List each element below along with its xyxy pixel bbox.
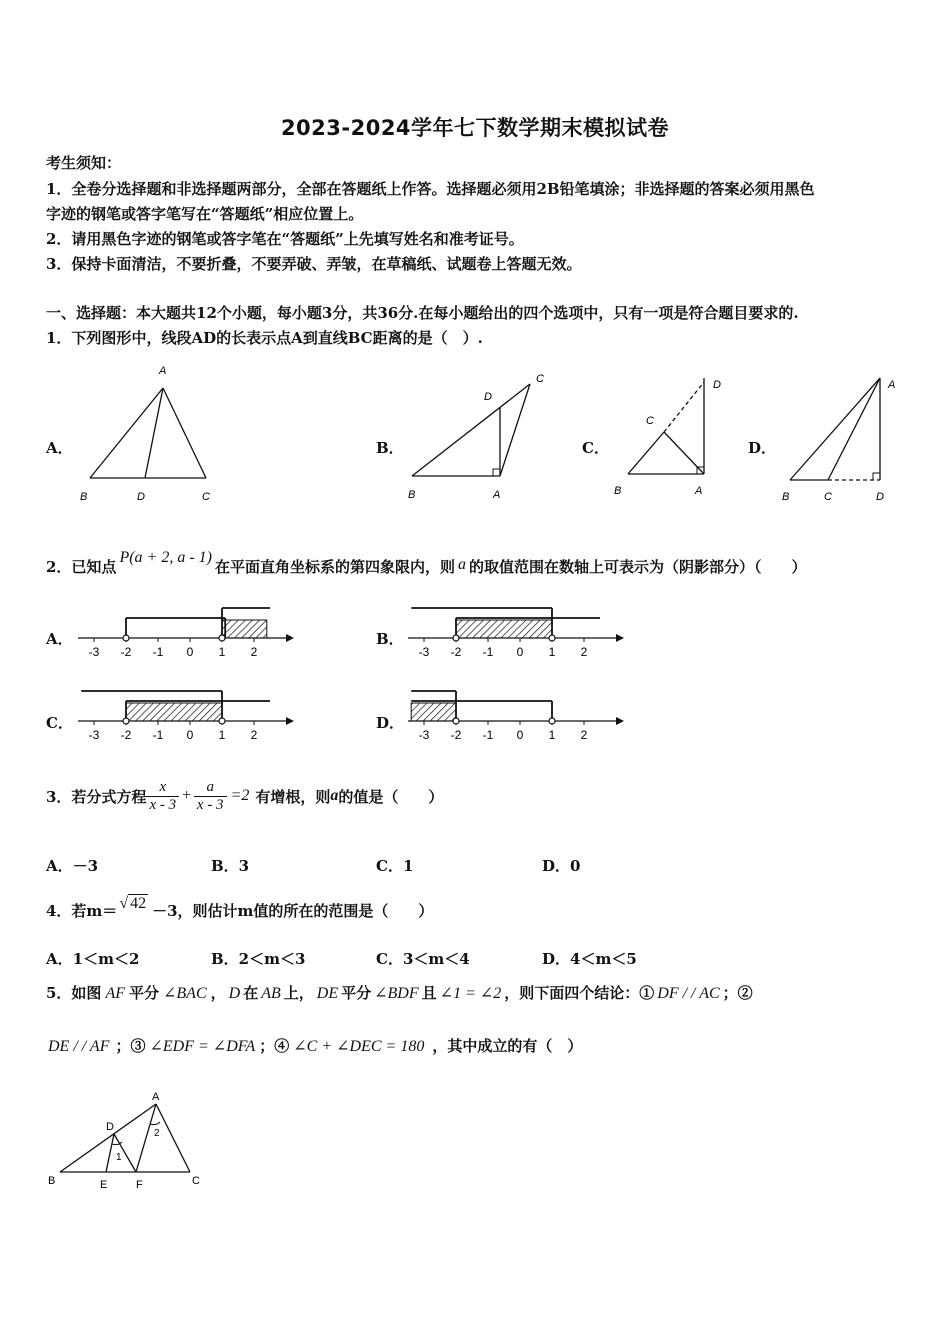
q5-label-1: 1: [116, 1152, 122, 1163]
q3-option-a[interactable]: A．－3: [46, 857, 99, 875]
q2-numberline-b: [404, 600, 624, 662]
q2-option-a[interactable]: A．: [46, 630, 73, 648]
q5-p3: ，: [210, 984, 226, 1002]
page-title: 2023-2024学年七下数学期末模拟试卷: [280, 116, 670, 140]
q2-point: P(a + 2, a - 1): [119, 549, 212, 566]
q4-sqrt: √ 42: [119, 895, 147, 912]
q1a-label-a: A: [159, 365, 167, 377]
q3-fraction-2: [194, 779, 227, 814]
q5-m4: AB: [261, 985, 281, 1002]
q3-var: a: [330, 787, 339, 804]
q2-numberline-a: [74, 600, 294, 662]
q1-option-d[interactable]: D．: [748, 439, 777, 457]
q1-option-b[interactable]: B．: [376, 439, 404, 457]
q5-m8: DF / / AC: [657, 985, 720, 1002]
q5-p12: ，其中成立的有（ ）: [432, 1037, 583, 1055]
numberline-tick-label: 0: [516, 728, 524, 742]
q5-label-f: F: [136, 1179, 143, 1191]
q5-m5: DE: [316, 985, 339, 1002]
q1d-label-c: C: [824, 491, 832, 503]
q2-numberline-c: [74, 683, 294, 745]
numberline-tick-label: -3: [418, 728, 430, 742]
q1-stem: 1．下列图形中，线段AD的长表示点A到直线BC距离的是（ ）.: [46, 329, 483, 347]
q3-stem-b: 有增根，则: [255, 787, 331, 806]
q4-option-d[interactable]: D．4＜m＜5: [542, 950, 637, 968]
notice-item-2: 2．请用黑色字迹的钢笔或答字笔在“答题纸”上先填写姓名和准考证号。: [46, 230, 524, 248]
q2-numberline-d: [404, 683, 624, 745]
q2-stem-c: 的取值范围在数轴上可表示为（阴影部分）（ ）: [469, 558, 807, 576]
q1-option-c[interactable]: C．: [582, 439, 609, 457]
numberline-tick-label: 1: [548, 728, 556, 742]
q2-option-b[interactable]: B．: [376, 630, 404, 648]
q1-option-a[interactable]: A．: [46, 439, 73, 457]
numberline-tick-label: -2: [450, 645, 462, 659]
q4-stem-b: －3，则估计m值的所在的范围是（ ）: [152, 902, 434, 920]
q4-option-b[interactable]: B．2＜m＜3: [211, 950, 306, 968]
numberline-tick-label: 2: [580, 645, 588, 659]
q1d-label-b: B: [782, 491, 790, 503]
q4-stem-a: 4．若m＝: [46, 902, 118, 920]
numberline-arrow: [616, 717, 624, 725]
q1d-label-a: A: [888, 379, 896, 391]
numberline-tick-label: 0: [186, 645, 194, 659]
numberline-tick-label: 1: [218, 645, 226, 659]
q4-option-a[interactable]: A．1＜m＜2: [46, 950, 140, 968]
q5-p6: 平分: [341, 984, 372, 1002]
numberline-tick-label: 0: [516, 645, 524, 659]
q5-m9: DE / / AF: [48, 1038, 110, 1055]
numberline-tick-label: -1: [482, 645, 494, 659]
q2-option-d[interactable]: D．: [376, 714, 405, 732]
q3-option-d[interactable]: D．0: [542, 857, 581, 875]
q1c-label-c: C: [646, 415, 654, 427]
numberline-open-point: [219, 635, 225, 641]
numberline-tick-label: -2: [120, 728, 132, 742]
q1a-label-b: B: [80, 491, 88, 503]
q4-stem: [46, 895, 434, 921]
q3-num-2: a: [194, 779, 227, 797]
notice-heading: 考生须知：: [46, 154, 122, 172]
q2-option-c[interactable]: C．: [46, 714, 73, 732]
q1-figure-a: [78, 360, 218, 510]
numberline-open-point: [453, 718, 459, 724]
q1a-label-d: D: [137, 491, 145, 503]
numberline-tick-label: -3: [88, 645, 100, 659]
q5-m10: ∠EDF = ∠DFA: [149, 1038, 256, 1055]
q1-figure-d: [776, 366, 906, 506]
numberline-tick-label: 2: [580, 728, 588, 742]
q4-option-c[interactable]: C．3＜m＜4: [376, 950, 470, 968]
q2-stem-a: 2．已知点: [46, 558, 117, 576]
q2-stem-b: 在平面直角坐标系的第四象限内，则: [215, 558, 456, 576]
q1d-label-d: D: [876, 491, 884, 503]
q5-m6: ∠BDF: [374, 985, 419, 1002]
q5-stem-line1: [46, 982, 753, 1003]
numberline-tick-label: -1: [152, 728, 164, 742]
numberline-shade: [222, 620, 267, 638]
numberline-open-point: [123, 635, 129, 641]
section-heading: 一、选择题：本大题共12个小题，每小题3分，共36分.在每小题给出的四个选项中，只有一项是符合题目要求的.: [46, 304, 799, 322]
numberline-tick-label: -3: [88, 728, 100, 742]
numberline-shade: [456, 620, 552, 638]
q5-p1: 5．如图: [46, 984, 102, 1002]
q5-p5: 上，: [283, 984, 314, 1002]
q1c-label-d: D: [713, 379, 721, 391]
q5-label-e: E: [100, 1179, 108, 1191]
numberline-tick-label: 1: [548, 645, 556, 659]
q5-label-2: 2: [154, 1128, 160, 1139]
q3-stem: [46, 772, 443, 820]
q4-radicand: 42: [130, 895, 147, 912]
numberline-shade: [411, 703, 456, 721]
q3-num-1: x: [146, 779, 179, 797]
q1b-label-c: C: [536, 373, 544, 385]
q1-figure-c: [608, 366, 738, 506]
q5-p9: ；②: [722, 984, 753, 1002]
q5-m3: D: [228, 985, 241, 1002]
numberline-tick-label: 1: [218, 728, 226, 742]
numberline-tick-label: -1: [152, 645, 164, 659]
numberline-tick-label: -2: [120, 645, 132, 659]
q5-p4: 在: [243, 984, 259, 1002]
q1a-label-c: C: [202, 491, 210, 503]
q3-stem-c: 的值是（ ）: [338, 787, 444, 806]
q5-m7: ∠1 = ∠2: [439, 985, 502, 1002]
q1b-label-a: A: [493, 489, 501, 501]
q3-rhs: =2: [230, 787, 250, 804]
q5-m11: ∠C + ∠DEC = 180: [293, 1038, 425, 1055]
q3-den-2: x - 3: [196, 796, 224, 813]
q5-m2: ∠BAC: [163, 985, 207, 1002]
q1b-label-b: B: [408, 489, 416, 501]
q5-label-b: B: [48, 1175, 56, 1187]
numberline-open-point: [123, 718, 129, 724]
numberline-arrow: [616, 634, 624, 642]
q5-m1: AF: [105, 985, 125, 1002]
numberline-open-point: [219, 718, 225, 724]
q3-plus: +: [181, 787, 192, 804]
notice-item-1a: 1．全卷分选择题和非选择题两部分，全部在答题纸上作答。选择题必须用2B铅笔填涂；非选择题的答案必须用黑色: [46, 180, 815, 198]
numberline-tick-label: -2: [450, 728, 462, 742]
q5-p2: 平分: [128, 984, 159, 1002]
q5-stem-line2: [48, 1035, 582, 1056]
q1-figure-b: [402, 366, 562, 506]
q3-fraction-1: [146, 779, 179, 814]
q3-stem-a: 3．若分式方程: [46, 787, 147, 806]
q5-figure: [42, 1086, 222, 1196]
q3-option-b[interactable]: B．3: [211, 857, 250, 875]
notice-item-3: 3．保持卡面清洁，不要折叠，不要弄破、弄皱，在草稿纸、试题卷上答题无效。: [46, 255, 582, 273]
numberline-tick-label: -3: [418, 645, 430, 659]
numberline-arrow: [286, 634, 294, 642]
q3-option-c[interactable]: C．1: [376, 857, 414, 875]
numberline-open-point: [549, 718, 555, 724]
q5-label-c: C: [192, 1175, 200, 1187]
q5-p7: 且: [421, 984, 437, 1002]
q2-var: a: [458, 556, 467, 573]
q5-label-a: A: [152, 1091, 160, 1103]
numberline-tick-label: 2: [250, 728, 258, 742]
q5-p8: ，则下面四个结论：①: [504, 984, 655, 1002]
numberline-shade: [126, 703, 222, 721]
q1c-label-b: B: [614, 485, 622, 497]
q5-label-d: D: [106, 1121, 114, 1133]
numberline-arrow: [286, 717, 294, 725]
q3-den-1: x - 3: [149, 796, 177, 813]
numberline-tick-label: -1: [482, 728, 494, 742]
q5-p10: ；③: [115, 1037, 146, 1055]
numberline-tick-label: 2: [250, 645, 258, 659]
q2-stem: [46, 549, 807, 577]
notice-item-1b: 字迹的钢笔或答字笔写在“答题纸”相应位置上。: [46, 205, 364, 223]
q1c-label-a: A: [695, 485, 703, 497]
q1b-label-d: D: [484, 391, 492, 403]
q5-p11: ；④: [259, 1037, 290, 1055]
numberline-tick-label: 0: [186, 728, 194, 742]
numberline-open-point: [549, 635, 555, 641]
numberline-open-point: [453, 635, 459, 641]
